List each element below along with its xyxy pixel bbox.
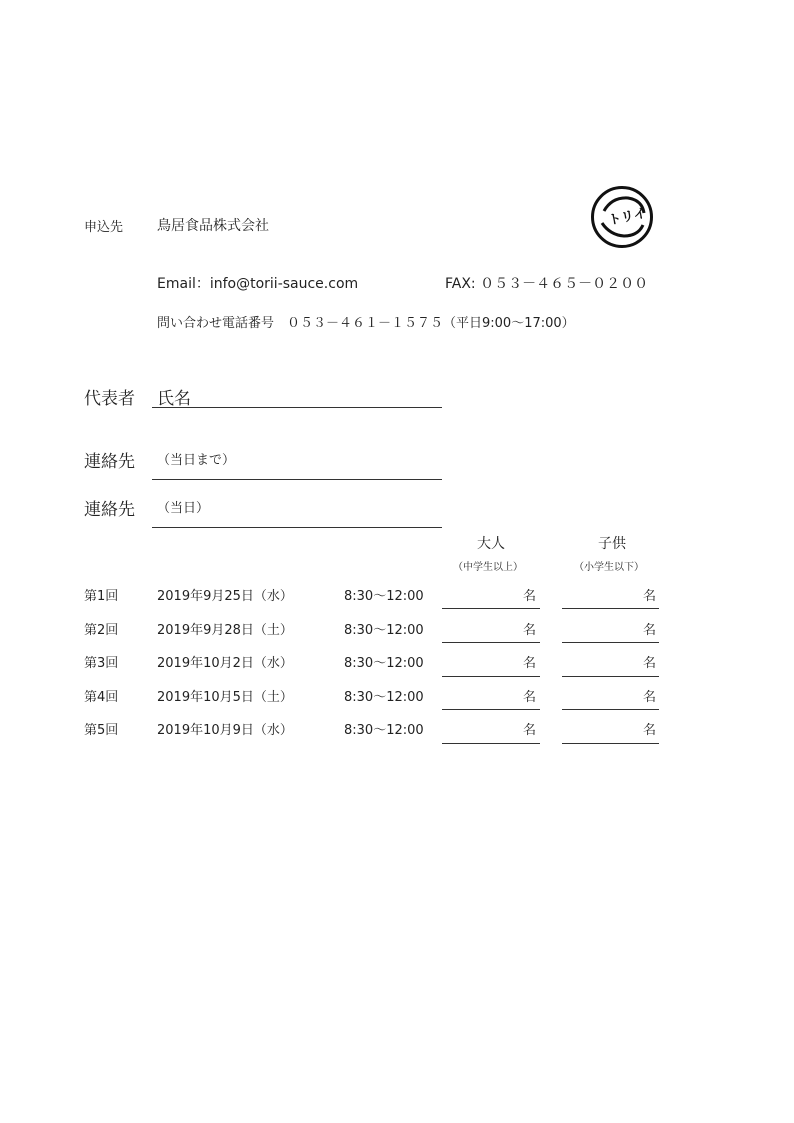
- apply-to-label: 申込先: [84, 220, 124, 235]
- contact1-note: （当日まで）: [157, 453, 236, 468]
- time-label: 8:30～12:00: [344, 723, 424, 738]
- phone-text: 問い合わせ電話番号 ０５３－４６１－１５７５（平日9:00～17:00）: [157, 316, 575, 331]
- name-label: 氏名: [157, 389, 191, 409]
- child-count-line[interactable]: [562, 709, 659, 710]
- child-unit: 名: [643, 623, 657, 638]
- contact2-field-line[interactable]: [152, 527, 442, 528]
- adult-count-line[interactable]: [442, 608, 540, 609]
- child-unit: 名: [643, 690, 657, 705]
- adult-count-line[interactable]: [442, 676, 540, 677]
- contact2-note: （当日）: [157, 501, 210, 516]
- round-label: 第4回: [84, 690, 119, 705]
- round-label: 第2回: [84, 623, 119, 638]
- adult-subheader: （中学生以上）: [453, 562, 523, 573]
- round-label: 第5回: [84, 723, 119, 738]
- child-count-line[interactable]: [562, 642, 659, 643]
- adult-count-line[interactable]: [442, 709, 540, 710]
- adult-unit: 名: [523, 589, 537, 604]
- child-unit: 名: [643, 656, 657, 671]
- round-label: 第1回: [84, 589, 119, 604]
- date-label: 2019年9月28日（土）: [157, 623, 293, 638]
- child-count-line[interactable]: [562, 743, 659, 744]
- company-logo: [591, 186, 653, 248]
- time-label: 8:30～12:00: [344, 623, 424, 638]
- adult-unit: 名: [523, 723, 537, 738]
- representative-label: 代表者: [84, 389, 135, 409]
- email-text: Email：info@torii-sauce.com: [157, 276, 359, 292]
- company-name: 鳥居食品株式会社: [157, 218, 269, 234]
- fax-text: FAX: ０５３－４６５－０２００: [445, 276, 649, 292]
- date-label: 2019年10月5日（土）: [157, 690, 293, 705]
- date-label: 2019年10月9日（水）: [157, 723, 293, 738]
- child-unit: 名: [643, 723, 657, 738]
- adult-count-line[interactable]: [442, 743, 540, 744]
- adult-unit: 名: [523, 690, 537, 705]
- child-count-line[interactable]: [562, 608, 659, 609]
- contact1-label: 連絡先: [84, 452, 135, 472]
- child-unit: 名: [643, 589, 657, 604]
- adult-count-line[interactable]: [442, 642, 540, 643]
- round-label: 第3回: [84, 656, 119, 671]
- adult-unit: 名: [523, 623, 537, 638]
- child-header: 子供: [598, 536, 626, 552]
- date-label: 2019年10月2日（水）: [157, 656, 293, 671]
- time-label: 8:30～12:00: [344, 656, 424, 671]
- date-label: 2019年9月25日（水）: [157, 589, 293, 604]
- time-label: 8:30～12:00: [344, 589, 424, 604]
- contact2-label: 連絡先: [84, 500, 135, 520]
- contact1-field-line[interactable]: [152, 479, 442, 480]
- time-label: 8:30～12:00: [344, 690, 424, 705]
- logo-text: トリイ: [607, 206, 648, 229]
- adult-unit: 名: [523, 656, 537, 671]
- child-subheader: （小学生以下）: [574, 562, 644, 573]
- logo-icon: [594, 189, 650, 245]
- name-field-line[interactable]: [152, 407, 442, 408]
- adult-header: 大人: [477, 536, 505, 552]
- child-count-line[interactable]: [562, 676, 659, 677]
